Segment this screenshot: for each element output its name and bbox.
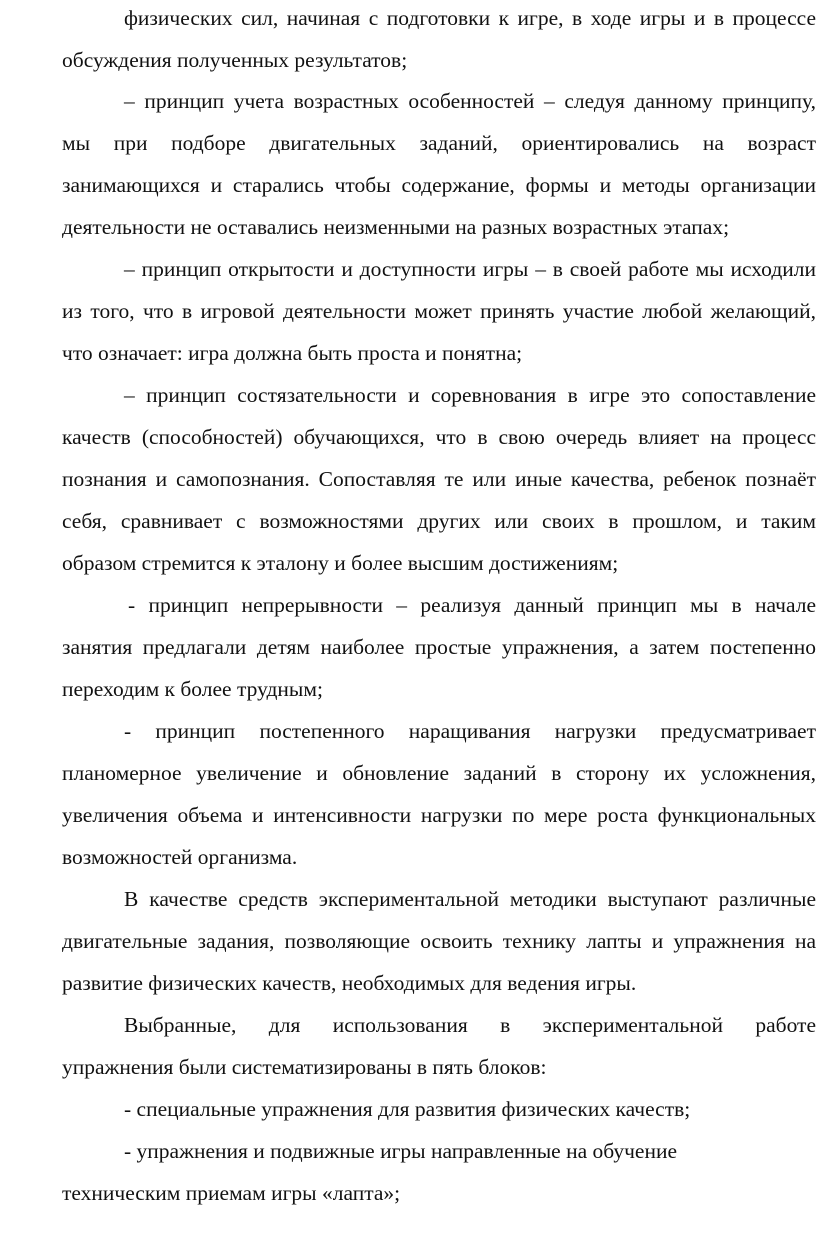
paragraph xyxy=(0,1004,816,1088)
text-line: планомерное увеличение и обновление заданий в сторону их усложнения, xyxy=(62,761,816,785)
text-line: познания и самопознания. Сопоставляя те или иные качества, ребенок познаёт xyxy=(62,467,816,491)
text-line: увеличения объема и интенсивности нагрузки по мере роста функциональных xyxy=(62,803,816,827)
text-line: обсуждения полученных результатов; xyxy=(62,48,408,72)
text-line: что означает: игра должна быть проста и понятна; xyxy=(62,341,523,365)
text-line: физических сил, начиная с подготовки к игре, в ходе игры и в процессе xyxy=(124,6,816,30)
paragraph xyxy=(0,878,816,1004)
paragraph xyxy=(0,0,816,81)
paragraph xyxy=(0,1130,816,1214)
text-line: Выбранные, для использования в экспериментальной работе xyxy=(124,1013,816,1037)
text-line: – принцип состязательности и соревнования в игре это сопоставление xyxy=(124,383,816,407)
text-line: возможностей организма. xyxy=(62,845,298,869)
text-line: - принцип непрерывности – реализуя данный принцип мы в начале xyxy=(128,593,816,617)
text-line: занятия предлагали детям наиболее простые упражнения, а затем постепенно xyxy=(62,635,816,659)
text-line: образом стремится к эталону и более высшим достижениям; xyxy=(62,551,619,575)
text-line: себя, сравнивает с возможностями других или своих в прошлом, и таким xyxy=(62,509,816,533)
paragraph xyxy=(0,248,816,374)
paragraph xyxy=(0,374,816,584)
text-line: В качестве средств экспериментальной методики выступают различные xyxy=(124,887,816,911)
text-line: из того, что в игровой деятельности может принять участие любой желающий, xyxy=(62,299,816,323)
text-line: переходим к более трудным; xyxy=(62,677,323,701)
paragraph xyxy=(0,710,816,878)
text-line: двигательные задания, позволяющие освоить технику лапты и упражнения на xyxy=(62,929,816,953)
text-line: качеств (способностей) обучающихся, что в свою очередь влияет на процесс xyxy=(62,425,816,449)
text-line: техническим приемам игры «лапта»; xyxy=(62,1181,401,1205)
text-line: упражнения были систематизированы в пять блоков: xyxy=(62,1055,547,1079)
text-line: - упражнения и подвижные игры направленные на обучение xyxy=(124,1139,678,1163)
paragraph xyxy=(0,80,816,248)
text-line: занимающихся и старались чтобы содержание, формы и методы организации xyxy=(62,173,816,197)
text-line: развитие физических качеств, необходимых для ведения игры. xyxy=(62,971,637,995)
text-line: – принцип учета возрастных особенностей – следуя данному принципу, xyxy=(124,89,816,113)
text-line: деятельности не оставались неизменными на разных возрастных этапах; xyxy=(62,215,730,239)
text-line: – принцип открытости и доступности игры – в своей работе мы исходили xyxy=(124,257,816,281)
paragraph xyxy=(0,1088,816,1130)
text-line: мы при подборе двигательных заданий, ориентировались на возраст xyxy=(62,131,816,155)
text-line: - принцип постепенного наращивания нагрузки предусматривает xyxy=(124,719,816,743)
text-line: - специальные упражнения для развития физических качеств; xyxy=(124,1097,691,1121)
paragraph xyxy=(0,584,816,710)
